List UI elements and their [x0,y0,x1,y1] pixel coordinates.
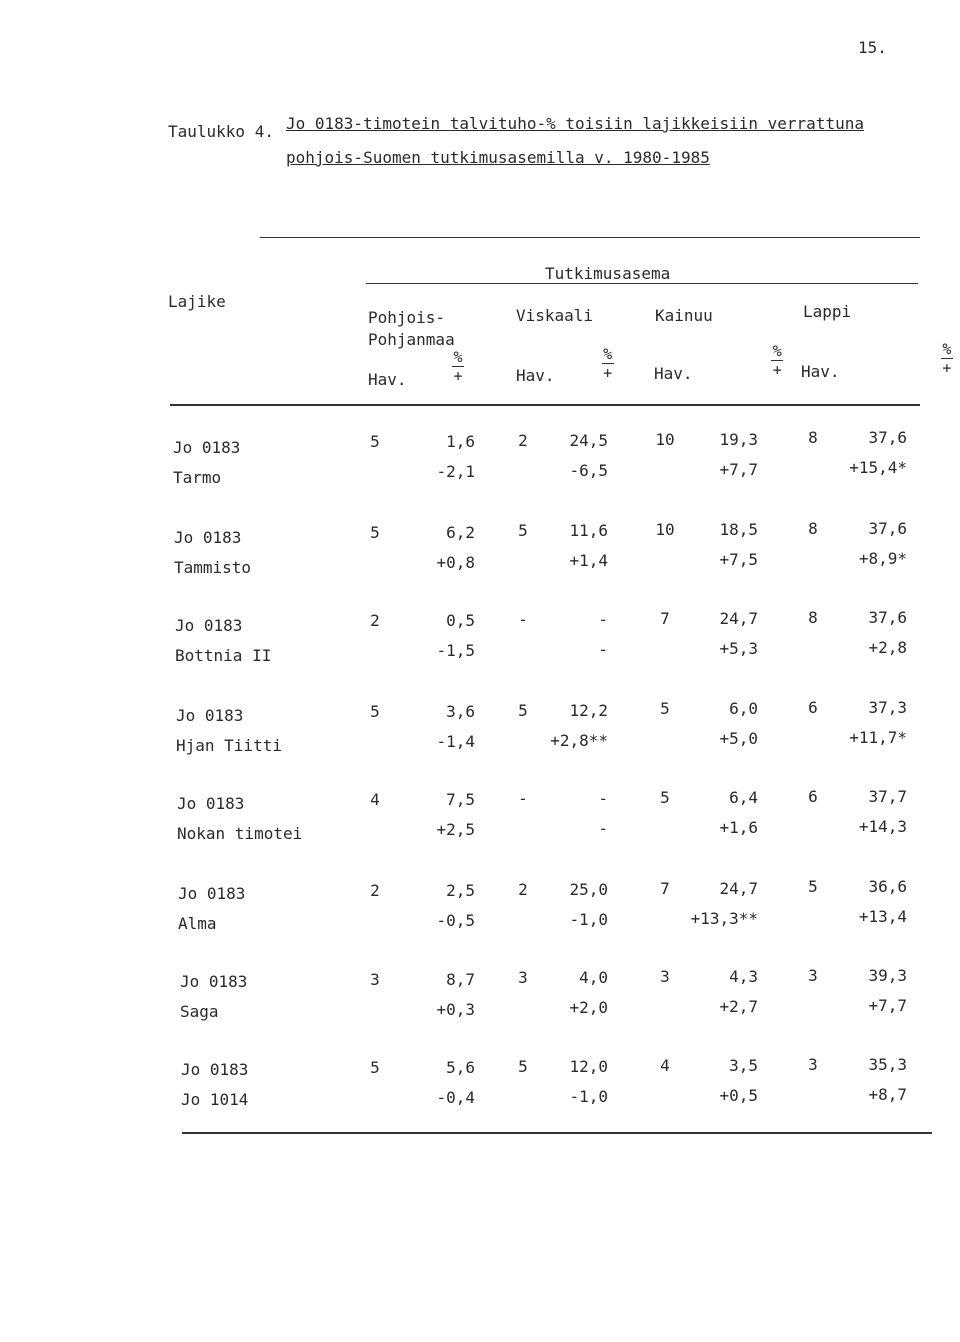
cell-difference: +2,5 [436,820,475,840]
cell-difference: +0,8 [436,552,475,572]
page-number: 15. [858,38,887,57]
cell-count: 5 [808,877,818,897]
cell-difference: -0,4 [436,1088,475,1108]
cell-value: 3,5 [729,1055,758,1075]
row-name-line-2: Tammisto [174,558,252,577]
cell-count: - [518,789,528,809]
table-title-line-1: Jo 0183-timotein talvituho-% toisiin lajikkeisiin verrattuna [286,114,864,133]
cell-value: 37,6 [868,428,907,448]
cell-value: 3,6 [446,701,475,721]
cell-value: 24,5 [569,430,608,450]
cell-difference: +7,7 [719,459,758,479]
cell-value: 6,4 [729,788,758,807]
cell-difference: -2,1 [436,462,475,481]
row-name-line-1: Jo 0183 [175,616,243,635]
cell-value: 6,0 [729,699,758,719]
cell-difference: +8,7 [868,1084,907,1104]
cell-value: - [598,610,608,629]
cell-difference: +1,4 [569,551,608,571]
row-name-line-2: Nokan timotei [177,824,303,843]
cell-value: 1,6 [446,432,475,451]
row-name-line-2: Hjan Tiitti [176,736,282,755]
cell-count: 10 [655,429,675,449]
cell-value: 4,3 [729,967,758,987]
cell-difference: +11,7* [849,728,907,748]
row-name-line-1: Jo 0183 [174,528,242,547]
table-top-rule [260,237,920,238]
station-pohjois-line2: Pohjanmaa [368,330,455,349]
hav-header-1: Hav. [368,370,407,389]
cell-difference: +7,7 [868,996,907,1015]
tutkimusasema-header: Tutkimusasema [545,264,671,283]
cell-difference: +8,9* [858,549,907,568]
lajike-header: Lajike [168,292,226,311]
cell-difference: +7,5 [719,550,758,570]
row-name-line-1: Jo 0183 [173,438,241,457]
cell-count: 5 [370,522,380,542]
table-bottom-rule [182,1132,932,1134]
cell-value: 0,5 [446,611,475,631]
header-bottom-rule [170,404,920,406]
cell-value: 6,2 [446,522,475,542]
cell-difference: -1,4 [436,731,475,751]
station-viskaali: Viskaali [516,306,594,325]
cell-count: 5 [518,700,528,720]
cell-value: 35,3 [868,1054,907,1074]
cell-value: 12,0 [569,1057,608,1076]
cell-value: - [598,789,608,809]
cell-value: 19,3 [719,429,758,449]
cell-difference: +13,4 [858,907,907,927]
cell-difference: -1,0 [569,909,608,929]
cell-difference: +14,3 [858,816,907,836]
cell-count: 8 [808,607,818,627]
cell-difference: +13,3** [690,908,758,928]
cell-difference: +5,0 [719,729,758,749]
group-header-rule [366,283,918,284]
pct-header-1: % + [453,348,463,385]
cell-value: 37,6 [868,607,907,627]
cell-count: 5 [370,1058,380,1078]
cell-difference: +2,7 [719,997,758,1017]
row-name-line-1: Jo 0183 [180,972,248,991]
cell-count: 5 [370,701,380,721]
cell-difference: +2,0 [569,998,608,1018]
pct-header-4: % + [942,340,952,377]
cell-count: 4 [370,790,380,810]
cell-difference: - [598,819,608,839]
cell-value: 25,0 [569,879,608,899]
cell-count: 2 [518,430,528,450]
cell-value: 12,2 [569,700,608,720]
cell-count: 5 [518,521,528,541]
cell-count: 5 [370,432,380,451]
row-name-line-1: Jo 0183 [178,884,246,903]
cell-difference: +1,6 [719,818,758,837]
row-name-line-2: Bottnia II [175,646,272,665]
cell-count: - [518,610,528,629]
cell-difference: +2,8** [550,730,608,750]
cell-count: 7 [660,878,670,898]
cell-difference: -1,0 [569,1087,608,1106]
hav-header-4: Hav. [801,362,840,381]
cell-difference: - [598,640,608,659]
cell-count: 10 [655,520,675,540]
hav-header-2: Hav. [516,366,555,385]
cell-count: 4 [660,1055,670,1075]
cell-count: 3 [370,969,380,989]
cell-count: 8 [808,519,818,538]
cell-difference: +0,3 [436,999,475,1019]
row-name-line-2: Tarmo [173,468,222,487]
cell-difference: +2,8 [868,637,907,657]
cell-value: 24,7 [719,608,758,628]
cell-value: 37,6 [868,519,907,538]
cell-value: 24,7 [719,878,758,898]
cell-difference: +5,3 [719,638,758,658]
cell-value: 2,5 [446,881,475,900]
cell-count: 2 [370,611,380,631]
table-label: Taulukko 4. [168,122,274,141]
table-title-line-2: pohjois-Suomen tutkimusasemilla v. 1980-1985 [286,148,710,167]
cell-count: 7 [660,608,670,628]
cell-count: 5 [660,699,670,719]
cell-value: 5,6 [446,1058,475,1078]
row-name-line-1: Jo 0183 [177,794,245,813]
cell-count: 5 [660,788,670,807]
cell-count: 6 [808,786,818,806]
row-name-line-1: Jo 0183 [176,706,244,725]
cell-count: 2 [370,881,380,900]
cell-value: 37,3 [868,698,907,718]
cell-value: 37,7 [868,786,907,806]
hav-header-3: Hav. [654,364,693,383]
cell-difference: -0,5 [436,911,475,930]
cell-count: 2 [518,879,528,899]
cell-value: 36,6 [868,877,907,897]
cell-count: 5 [518,1057,528,1076]
row-name-line-2: Jo 1014 [181,1090,249,1109]
cell-count: 6 [808,698,818,718]
cell-count: 3 [518,968,528,988]
pct-header-3: % + [772,342,782,379]
station-kainuu: Kainuu [655,306,713,325]
cell-count: 3 [808,966,818,985]
cell-count: 3 [808,1054,818,1074]
row-name-line-2: Saga [180,1002,219,1021]
station-pohjois: Pohjois- [368,308,446,327]
row-name-line-2: Alma [178,914,217,933]
cell-count: 8 [808,428,818,448]
cell-difference: -1,5 [436,641,475,661]
cell-difference: +0,5 [719,1085,758,1105]
station-lappi: Lappi [803,302,852,321]
cell-value: 7,5 [446,790,475,810]
cell-value: 11,6 [569,521,608,541]
pct-header-2: % + [603,345,613,382]
cell-value: 4,0 [579,968,608,988]
cell-value: 39,3 [868,966,907,985]
cell-count: 3 [660,967,670,987]
cell-difference: -6,5 [569,460,608,480]
cell-difference: +15,4* [849,458,907,478]
cell-value: 18,5 [719,520,758,540]
row-name-line-1: Jo 0183 [181,1060,249,1079]
cell-value: 8,7 [446,969,475,989]
